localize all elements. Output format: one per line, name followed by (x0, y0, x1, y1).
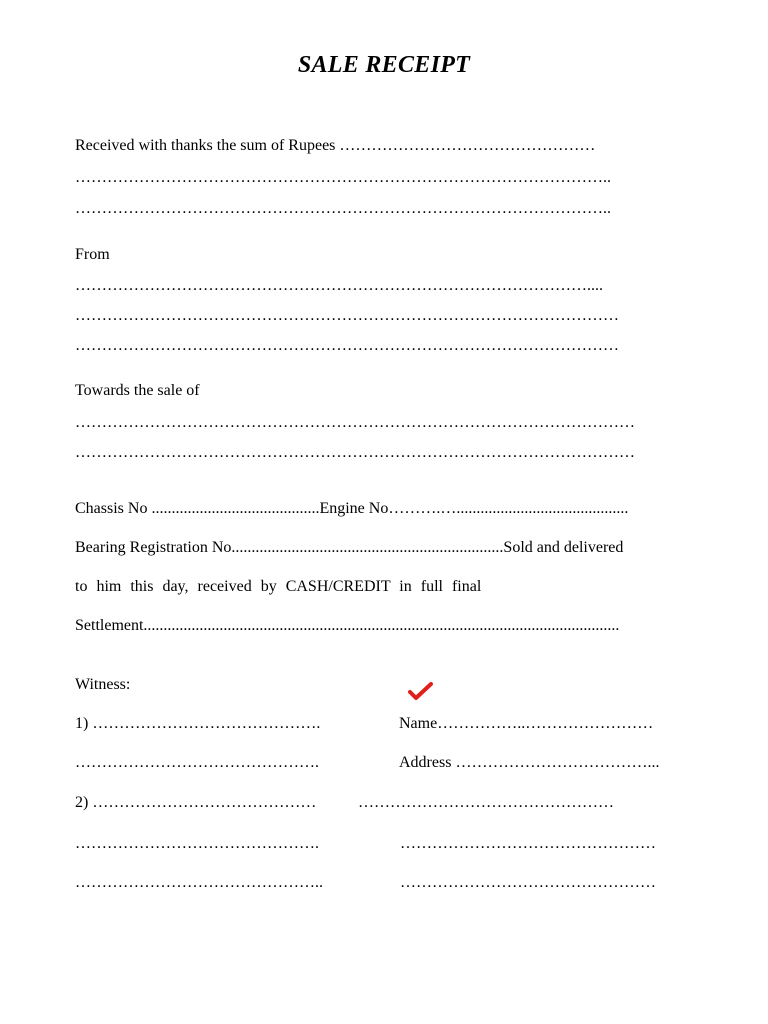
witness-1-line: 1) ……………………………………. (75, 715, 321, 732)
towards-sale-label: Towards the sale of (75, 382, 200, 399)
witness-2-line: 2) …………………………………… (75, 794, 317, 811)
checkmark-icon (408, 681, 434, 701)
witness-2-right-line-3: ………………………………………… (400, 874, 656, 891)
witness-2-right-line: ………………………………………… (358, 794, 614, 811)
sale-dotted-line: …………………………………………………………………………………………… (75, 414, 635, 431)
sum-dotted-line: ……………………………………………………………………………………….. (75, 200, 611, 217)
receipt-title: SALE RECEIPT (297, 52, 471, 78)
chassis-engine-line: Chassis No ..........................................Engine No……….…........................................... (75, 500, 629, 517)
settlement-line: Settlement....................................................................................................................... (75, 617, 620, 634)
from-dotted-line: ………………………………………………………………………………………… (75, 307, 619, 324)
witness-2-right-line-2: ………………………………………… (400, 835, 656, 852)
checkmark-stroke (410, 684, 431, 698)
delivery-terms-line: to him this day, received by CASH/CREDIT in full final (75, 578, 482, 595)
received-sum-line: Received with thanks the sum of Rupees ………………………………………… (75, 137, 596, 154)
witness-2-line-2: ………………………………………. (75, 835, 319, 852)
witness-label: Witness: (75, 676, 131, 693)
address-line: Address ………………………………... (399, 754, 660, 771)
witness-2-line-3: ……………………………………….. (75, 874, 323, 891)
from-dotted-line: …………………………………………………………………………………….... (75, 277, 603, 294)
from-dotted-line: ………………………………………………………………………………………… (75, 337, 619, 354)
from-label: From (75, 246, 110, 263)
registration-line: Bearing Registration No....................................................................Sold and delivered (75, 539, 624, 556)
witness-1-line-2: ………………………………………. (75, 754, 319, 771)
sale-dotted-line: …………………………………………………………………………………………… (75, 444, 635, 461)
name-line: Name……………..…………………… (399, 715, 654, 732)
sum-dotted-line: ……………………………………………………………………………………….. (75, 169, 611, 186)
